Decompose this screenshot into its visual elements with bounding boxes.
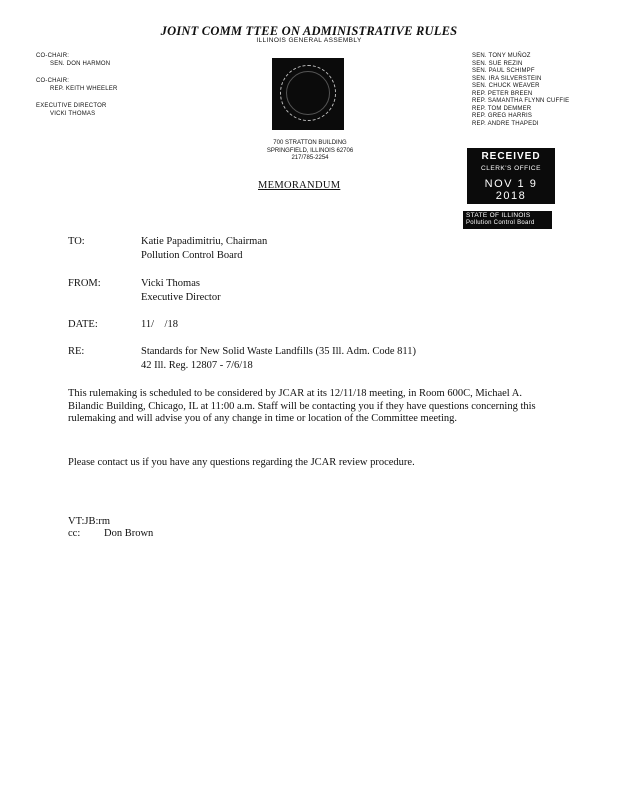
co-chair-2-name: REP. KEITH WHEELER bbox=[50, 86, 118, 92]
re-subject bbox=[141, 345, 416, 373]
recipient-name: Katie Papadimitriu, Chairman bbox=[141, 236, 268, 247]
address-line-2: SPRINGFIELD, ILLINOIS 62706 bbox=[266, 147, 354, 154]
executive-director-label: EXECUTIVE DIRECTOR bbox=[36, 103, 107, 109]
member-name: REP. TOM DEMMER bbox=[472, 105, 532, 112]
state-stamp-line-1: STATE OF ILLINOIS bbox=[466, 212, 531, 219]
member-name: SEN. CHUCK WEAVER bbox=[472, 83, 540, 89]
from-sender bbox=[141, 277, 221, 305]
state-stamp-line-2: Pollution Control Board bbox=[466, 220, 535, 226]
received-stamp-title: RECEIVED bbox=[481, 151, 541, 162]
date-label: DATE: bbox=[68, 319, 98, 330]
recipient-organization: Pollution Control Board bbox=[141, 250, 243, 261]
state-stamp bbox=[463, 211, 552, 229]
co-chair-2-label: CO-CHAIR: bbox=[36, 78, 70, 84]
sender-name: Vicki Thomas bbox=[141, 278, 200, 289]
received-stamp bbox=[467, 148, 555, 204]
member-list bbox=[472, 53, 569, 128]
address-line-1: 700 STRATTON BUILDING bbox=[273, 140, 347, 146]
re-subject-line-1: Standards for New Solid Waste Landfills (35 Ill. Adm. Code 811) bbox=[141, 346, 417, 357]
committee-address bbox=[240, 140, 380, 163]
member-name: REP. SAMANTHA FLYNN CUFFIE bbox=[472, 98, 570, 104]
memorandum-heading: MEMORANDUM bbox=[258, 180, 341, 191]
re-subject-line-2: 42 Ill. Reg. 12807 - 7/6/18 bbox=[141, 360, 253, 371]
committee-subtitle: ILLINOIS GENERAL ASSEMBLY bbox=[256, 37, 362, 44]
typist-initials: VT:JB:rm bbox=[68, 516, 111, 527]
cc-label: cc: bbox=[68, 528, 81, 539]
member-name: REP. GREG HARRIS bbox=[472, 113, 533, 119]
body-paragraph-2: Please contact us if you have any questions regarding the JCAR review procedure. bbox=[68, 457, 415, 468]
date-value: 11/ /18 bbox=[141, 319, 178, 330]
member-name: REP. PETER BREEN bbox=[472, 90, 533, 97]
from-label: FROM: bbox=[68, 278, 101, 289]
executive-director-name: VICKI THOMAS bbox=[50, 111, 96, 117]
member-name: SEN. TONY MUÑOZ bbox=[472, 53, 531, 59]
member-name: SEN. IRA SILVERSTEIN bbox=[472, 75, 542, 82]
to-recipient bbox=[141, 235, 267, 263]
sender-title: Executive Director bbox=[141, 292, 221, 303]
phone-number: 217/785-2254 bbox=[291, 155, 329, 161]
received-stamp-date: NOV 1 9 2018 bbox=[484, 178, 538, 202]
member-name: SEN. PAUL SCHIMPF bbox=[472, 68, 535, 74]
member-name: REP. ANDRE THAPEDI bbox=[472, 120, 539, 127]
co-chair-1-name: SEN. DON HARMON bbox=[50, 61, 111, 67]
re-label: RE: bbox=[68, 346, 85, 357]
body-paragraph-1: This rulemaking is scheduled to be considered by JCAR at its 12/11/18 meeting, in Room 600C, Michael A. Bilandic Building, Chicago, IL at 11:00 a.m. Staff will be contacting you if they have questions concerning this rulemaking and will advise you of any change in time or location of the Committee meeting. bbox=[68, 388, 536, 424]
committee-title: JOINT COMM TTEE ON ADMINISTRATIVE RULES bbox=[160, 24, 458, 38]
received-stamp-office: CLERK'S OFFICE bbox=[481, 165, 541, 172]
to-label: TO: bbox=[68, 236, 85, 247]
member-name: SEN. SUE REZIN bbox=[472, 60, 523, 67]
state-seal-image bbox=[272, 58, 344, 130]
cc-recipient: Don Brown bbox=[104, 528, 154, 539]
co-chair-1-label: CO-CHAIR: bbox=[36, 53, 70, 59]
